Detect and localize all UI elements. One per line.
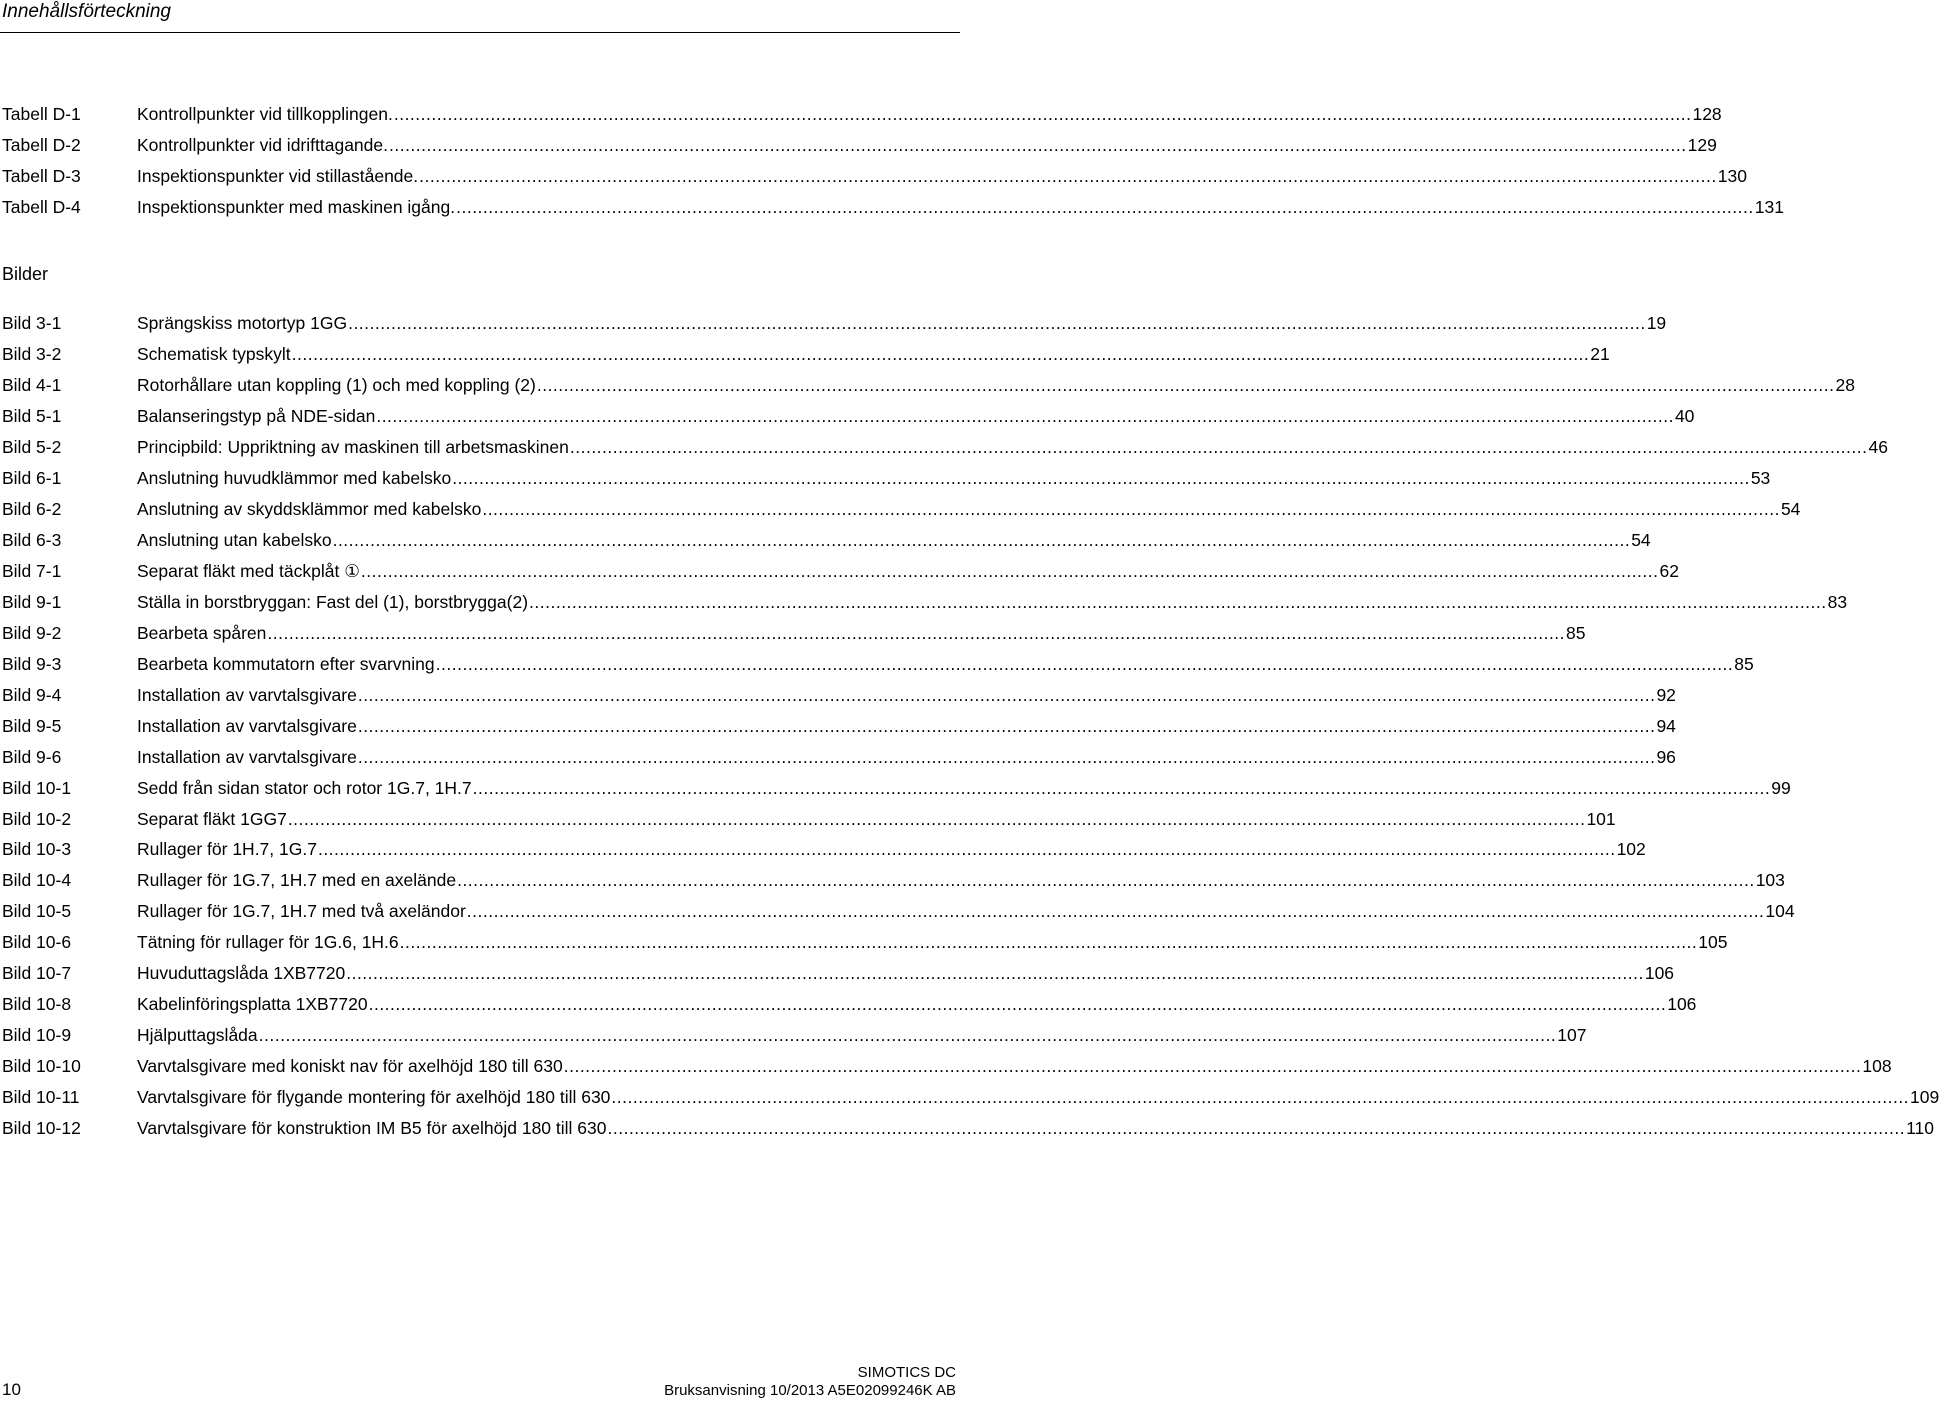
- toc-entry-label: Bild 10-8: [2, 994, 72, 1015]
- toc-entry-title: Inspektionspunkter vid stillastående.: [137, 166, 419, 186]
- toc-dot-leader: [267, 618, 1565, 649]
- toc-entry-label: Bild 10-2: [2, 808, 72, 829]
- toc-dot-leader: [400, 927, 1698, 958]
- toc-entry-label: Bild 7-1: [2, 560, 62, 581]
- toc-entry-page: 105: [1698, 932, 1728, 953]
- toc-entry-page: 104: [1765, 901, 1795, 922]
- toc-entry-page: 102: [1616, 839, 1646, 860]
- toc-entry-label: Bild 9-3: [2, 653, 62, 674]
- toc-entry[interactable]: [2, 927, 1728, 958]
- toc-entry-page: 53: [1750, 467, 1771, 488]
- toc-entry-label: Bild 3-1: [2, 313, 62, 333]
- toc-dot-leader: [611, 1082, 1909, 1113]
- toc-entry-title: Varvtalsgivare för konstruktion IM B5 för axelhöjd 180 till 630: [137, 1118, 607, 1139]
- toc-entry-label: Tabell D-3: [2, 166, 81, 186]
- toc-entry-label: Tabell D-2: [2, 135, 81, 155]
- toc-entry-page: 131: [1754, 197, 1784, 217]
- toc-dot-leader: [436, 649, 1734, 680]
- toc-entry-label: Bild 10-4: [2, 870, 72, 891]
- toc-entry-page: 94: [1656, 715, 1676, 736]
- page-header-title: Innehållsförteckning: [2, 1, 171, 22]
- toc-dot-leader: [564, 1051, 1862, 1082]
- header-divider: [0, 32, 960, 33]
- toc-entry-title: Ställa in borstbryggan: Fast del (1), borstbrygga(2): [137, 591, 529, 612]
- toc-entry-label: Bild 6-3: [2, 529, 62, 550]
- toc-entry-title: Kontrollpunkter vid tillkopplingen.: [137, 104, 393, 124]
- toc-entry-title: Separat fläkt med täckplåt ①: [137, 560, 360, 581]
- toc-entry-title: Balanseringstyp på NDE-sidan: [137, 405, 376, 426]
- toc-entry-label: Bild 10-11: [2, 1087, 80, 1108]
- toc-dot-leader: [358, 680, 1656, 711]
- toc-dot-leader: [318, 834, 1616, 865]
- toc-entry-title: Hjälputtagslåda: [137, 1025, 258, 1046]
- toc-dot-leader: [346, 958, 1644, 989]
- toc-entry[interactable]: [2, 370, 1855, 401]
- toc-dot-leader: [376, 401, 1674, 432]
- toc-entry[interactable]: [2, 339, 1610, 370]
- toc-entry-label: Tabell D-4: [2, 197, 81, 217]
- toc-dot-leader: [358, 742, 1656, 773]
- toc-entry-title: Tätning för rullager för 1G.6, 1H.6: [137, 932, 399, 953]
- toc-entry-page: 99: [1771, 777, 1791, 798]
- footer-document-id: Bruksanvisning 10/2013 A5E02099246K AB: [664, 1382, 956, 1399]
- toc-entry[interactable]: [2, 834, 1646, 865]
- toc-entry-label: Bild 3-2: [2, 343, 62, 364]
- toc-dot-leader: [457, 865, 1755, 896]
- toc-entry-page: 54: [1780, 498, 1801, 519]
- toc-entry[interactable]: [2, 525, 1651, 556]
- toc-dot-leader: [467, 896, 1765, 927]
- toc-dot-leader: [358, 711, 1656, 742]
- toc-dot-leader: [361, 556, 1659, 587]
- toc-dot-leader: [473, 773, 1771, 804]
- toc-entry-label: Bild 6-1: [2, 467, 62, 488]
- footer-product-name: SIMOTICS DC: [857, 1364, 956, 1381]
- toc-entry-label: Bild 9-1: [2, 591, 62, 612]
- toc-dot-leader: [482, 494, 1780, 525]
- toc-entry-label: Bild 4-1: [2, 374, 62, 395]
- toc-entry-title: Installation av varvtalsgivare: [137, 684, 357, 705]
- toc-entry-page: 106: [1667, 994, 1697, 1015]
- toc-entry-title: Rotorhållare utan koppling (1) och med koppling (2): [137, 374, 536, 395]
- footer-page-number: 10: [2, 1380, 21, 1399]
- toc-entry-label: Bild 10-1: [2, 777, 72, 798]
- toc-entry-title: Principbild: Uppriktning av maskinen till arbetsmaskinen: [137, 436, 569, 457]
- toc-entry-title: Anslutning huvudklämmor med kabelsko: [137, 467, 452, 488]
- toc-entry[interactable]: [2, 680, 1676, 711]
- toc-entry-title: Varvtalsgivare med koniskt nav för axelhöjd 180 till 630: [137, 1056, 563, 1077]
- toc-entry-label: Bild 10-7: [2, 963, 72, 984]
- toc-dot-leader: [394, 99, 1692, 130]
- toc-entry-title: Installation av varvtalsgivare: [137, 715, 357, 736]
- toc-entry-page: 129: [1687, 135, 1717, 155]
- toc-entry-page: 46: [1868, 436, 1888, 457]
- toc-entry[interactable]: [2, 432, 1888, 463]
- toc-entry[interactable]: [2, 896, 1795, 927]
- toc-entry-label: Bild 9-4: [2, 684, 62, 705]
- toc-entry-page: 128: [1692, 104, 1722, 124]
- toc-entry[interactable]: [2, 804, 1616, 835]
- toc-dot-leader: [288, 804, 1586, 835]
- toc-entry-label: Bild 10-6: [2, 932, 72, 953]
- toc-entry-title: Huvuduttagslåda 1XB7720: [137, 963, 346, 984]
- toc-entry-label: Bild 10-10: [2, 1056, 81, 1077]
- toc-entry[interactable]: [2, 308, 1667, 339]
- toc-entry-label: Bild 10-5: [2, 901, 72, 922]
- toc-entry-page: 40: [1674, 405, 1695, 426]
- toc-entry-page: 110: [1906, 1118, 1935, 1139]
- toc-entry-page: 19: [1646, 313, 1667, 333]
- toc-entry[interactable]: [2, 192, 1784, 223]
- toc-entry-title: Varvtalsgivare för flygande montering för axelhöjd 180 till 630: [137, 1087, 611, 1108]
- toc-dot-leader: [608, 1113, 1906, 1144]
- toc-entry-page: 54: [1631, 529, 1651, 550]
- toc-entry-page: 103: [1755, 870, 1785, 891]
- toc-entry-label: Bild 10-12: [2, 1118, 81, 1139]
- toc-entry[interactable]: [2, 1113, 1935, 1144]
- toc-entry-page: 92: [1656, 684, 1676, 705]
- toc-entry-label: Bild 9-6: [2, 746, 62, 767]
- toc-entry-page: 96: [1656, 746, 1676, 767]
- toc-dot-leader: [292, 339, 1590, 370]
- toc-entry-title: Kabelinföringsplatta 1XB7720: [137, 994, 368, 1015]
- toc-entry[interactable]: [2, 989, 1697, 1020]
- toc-dot-leader: [419, 161, 1717, 192]
- toc-entry-title: Rullager för 1G.7, 1H.7 med två axeländor: [137, 901, 466, 922]
- toc-entry[interactable]: [2, 711, 1676, 742]
- toc-entry-page: 62: [1659, 560, 1679, 581]
- toc-entry-label: Bild 9-2: [2, 622, 62, 643]
- toc-entry-label: Bild 9-5: [2, 715, 62, 736]
- toc-entry-title: Inspektionspunkter med maskinen igång.: [137, 197, 456, 217]
- toc-entry-page: 85: [1566, 622, 1586, 643]
- toc-entry-page: 85: [1734, 653, 1754, 674]
- toc-entry[interactable]: [2, 773, 1791, 804]
- toc-dot-leader: [348, 308, 1646, 339]
- toc-entry-title: Separat fläkt 1GG7: [137, 808, 287, 829]
- toc-entry-title: Sedd från sidan stator och rotor 1G.7, 1H.7: [137, 777, 472, 798]
- toc-entry[interactable]: [2, 161, 1747, 192]
- toc-entry-title: Schematisk typskylt: [137, 343, 291, 364]
- toc-entry[interactable]: [2, 463, 1771, 494]
- toc-entry-page: 109: [1910, 1087, 1939, 1108]
- toc-entry[interactable]: [2, 1020, 1587, 1051]
- toc-entry-title: Kontrollpunkter vid idrifttagande.: [137, 135, 388, 155]
- toc-entry-label: Bild 6-2: [2, 498, 62, 519]
- toc-entry-title: Installation av varvtalsgivare: [137, 746, 357, 767]
- toc-entry-label: Bild 5-1: [2, 405, 62, 426]
- toc-entry[interactable]: [2, 742, 1676, 773]
- toc-dot-leader: [389, 130, 1687, 161]
- toc-dot-leader: [537, 370, 1835, 401]
- toc-entry-page: 107: [1557, 1025, 1587, 1046]
- toc-entry[interactable]: [2, 649, 1754, 680]
- toc-entry[interactable]: [2, 865, 1785, 896]
- toc-entry-page: 28: [1835, 374, 1855, 395]
- toc-dot-leader: [369, 989, 1667, 1020]
- toc-entry-title: Sprängskiss motortyp 1GG: [137, 313, 348, 333]
- toc-entry-page: 21: [1590, 343, 1610, 364]
- toc-entry-page: 106: [1644, 963, 1675, 984]
- toc-entry[interactable]: [2, 556, 1679, 587]
- toc-dot-leader: [259, 1020, 1557, 1051]
- toc-entry-title: Rullager för 1H.7, 1G.7: [137, 839, 317, 860]
- toc-entry-label: Tabell D-1: [2, 104, 81, 124]
- toc-entry-title: Bearbeta spåren: [137, 622, 267, 643]
- toc-entry-page: 83: [1827, 591, 1848, 612]
- toc-entry-title: Anslutning av skyddsklämmor med kabelsko: [137, 498, 482, 519]
- toc-entry[interactable]: [2, 587, 1848, 618]
- toc-entry-page: 130: [1717, 166, 1747, 186]
- toc-entry[interactable]: [2, 130, 1717, 161]
- toc-entry-label: Bild 5-2: [2, 436, 62, 457]
- toc-entry-label: Bild 10-3: [2, 839, 72, 860]
- toc-entry-title: Bearbeta kommutatorn efter svarvning: [137, 653, 435, 674]
- toc-entry-label: Bild 10-9: [2, 1025, 72, 1046]
- toc-entry[interactable]: [2, 1051, 1892, 1082]
- toc-entry[interactable]: [2, 99, 1722, 130]
- toc-dot-leader: [456, 192, 1754, 223]
- toc-dot-leader: [452, 463, 1750, 494]
- toc-entry[interactable]: [2, 1082, 1939, 1113]
- toc-entry[interactable]: [2, 494, 1801, 525]
- toc-entry-title: Rullager för 1G.7, 1H.7 med en axelände: [137, 870, 457, 891]
- toc-entry-title: Anslutning utan kabelsko: [137, 529, 332, 550]
- toc-entry-page: 108: [1862, 1056, 1892, 1077]
- toc-dot-leader: [333, 525, 1631, 556]
- figures-heading: Bilder: [2, 264, 49, 284]
- toc-entry[interactable]: [2, 958, 1675, 989]
- toc-entry-page: 101: [1586, 808, 1616, 829]
- toc-entry[interactable]: [2, 618, 1586, 649]
- toc-entry[interactable]: [2, 401, 1695, 432]
- toc-dot-leader: [529, 587, 1827, 618]
- toc-dot-leader: [570, 432, 1868, 463]
